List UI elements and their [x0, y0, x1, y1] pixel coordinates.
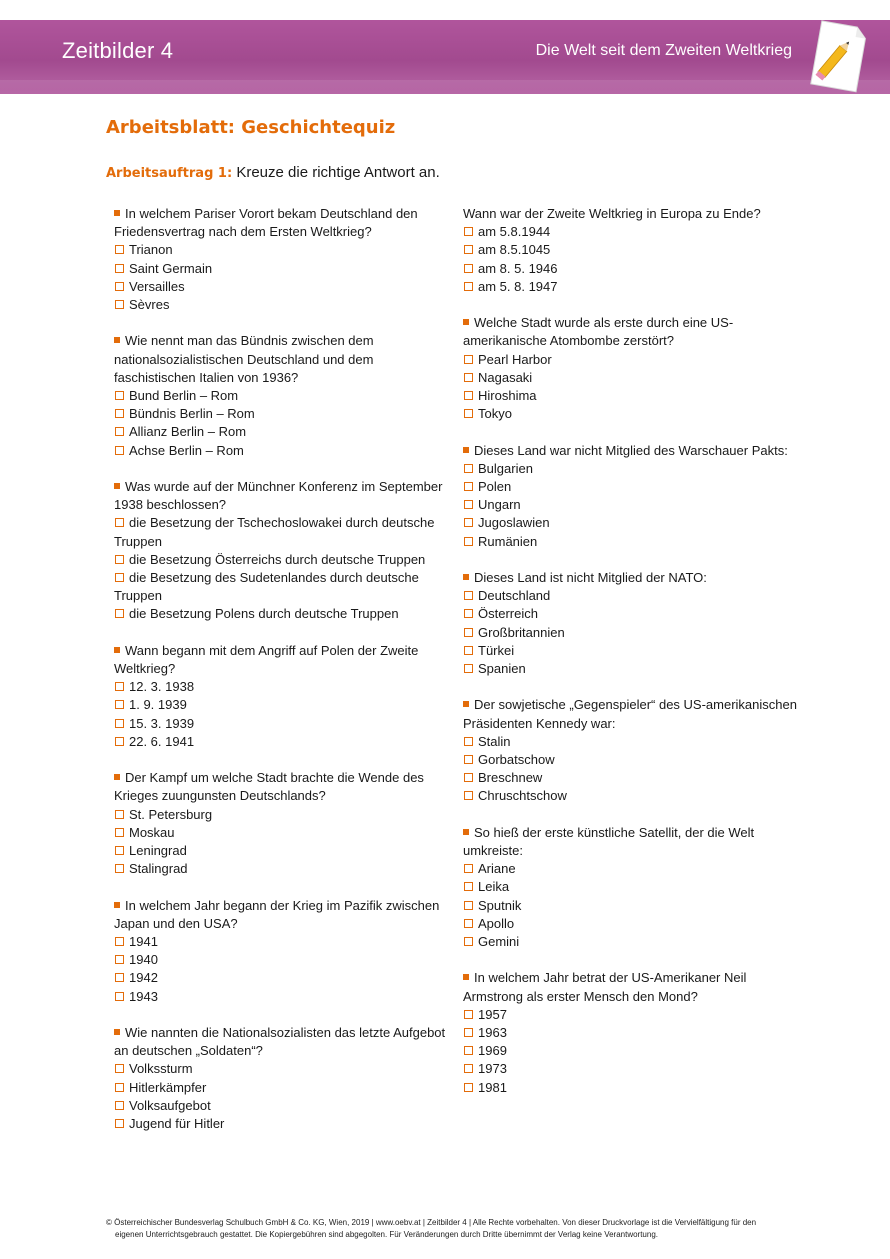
answer-label: Breschnew	[478, 770, 543, 786]
checkbox-icon[interactable]	[115, 282, 124, 291]
quiz-question	[463, 969, 803, 1096]
quiz-question	[114, 642, 454, 751]
answer-label: 1. 9. 1939	[129, 697, 187, 713]
checkbox-icon[interactable]	[115, 810, 124, 819]
answer-label: Spanien	[478, 661, 526, 677]
answer-label: die Besetzung Polens durch deutsche Truppen	[129, 606, 399, 622]
question-text: Wann begann mit dem Angriff auf Polen der Zweite Weltkrieg?	[114, 642, 419, 677]
answer-label: Türkei	[478, 642, 515, 658]
question-prompt	[114, 642, 454, 678]
checkbox-icon[interactable]	[115, 245, 124, 254]
question-text: Wie nennt man das Bündnis zwischen dem nationalsozialistischen Deutschland und dem faschistischen Italien von 1936?	[114, 333, 374, 385]
answer-label: 15. 3. 1939	[129, 715, 195, 731]
checkbox-icon[interactable]	[115, 864, 124, 873]
checkbox-icon[interactable]	[464, 791, 473, 800]
answer-label: Bündnis Berlin – Rom	[129, 406, 255, 422]
checkbox-icon[interactable]	[115, 937, 124, 946]
answer-option[interactable]	[463, 369, 803, 387]
answer-label: Ungarn	[478, 497, 521, 513]
checkbox-icon[interactable]	[464, 391, 473, 400]
answer-label: Achse Berlin – Rom	[129, 442, 244, 458]
checkbox-icon[interactable]	[115, 700, 124, 709]
footer-line-1: © Österreichischer Bundesverlag Schulbuch GmbH & Co. KG, Wien, 2019 | www.oebv.at | Zeitbilder 4 | Alle Rechte vorbehalten. Von dieser Druckvorlage ist die Vervielfältigung für den	[106, 1218, 757, 1227]
answer-label: Jugend für Hitler	[129, 1116, 225, 1132]
quiz-question	[114, 1024, 454, 1133]
checkbox-icon[interactable]	[464, 646, 473, 655]
checkbox-icon[interactable]	[115, 1101, 124, 1110]
answer-label: Gemini	[478, 934, 520, 950]
answer-option[interactable]	[463, 260, 803, 278]
answer-option[interactable]	[463, 496, 803, 514]
answer-label: Stalingrad	[129, 861, 188, 877]
question-text: Der Kampf um welche Stadt brachte die Wende des Krieges zuungunsten Deutschlands?	[114, 770, 424, 804]
question-text: Was wurde auf der Münchner Konferenz im September 1938 beschlossen?	[114, 479, 443, 513]
answer-label: Saint Germain	[129, 260, 213, 276]
checkbox-icon[interactable]	[115, 828, 124, 837]
answer-label: 12. 3. 1938	[129, 679, 195, 695]
answer-label: die Besetzung des Sudetenlandes durch deutsche Truppen	[114, 570, 419, 604]
orange-bullet-icon	[114, 483, 120, 489]
answer-option[interactable]	[463, 387, 803, 405]
checkbox-icon[interactable]	[115, 609, 124, 618]
answer-option[interactable]	[114, 260, 454, 278]
answer-label: am 8.5.1045	[478, 242, 551, 258]
answer-label: Volkssturm	[129, 1061, 193, 1077]
question-text: In welchem Jahr betrat der US-Amerikaner Neil Armstrong als erster Mensch den Mond?	[463, 970, 747, 1004]
answer-option[interactable]	[114, 423, 454, 441]
quiz-question	[463, 223, 803, 296]
answer-option[interactable]	[463, 241, 803, 259]
orange-bullet-icon	[114, 210, 120, 216]
question-prompt	[114, 769, 454, 805]
checkbox-icon[interactable]	[115, 737, 124, 746]
answer-option[interactable]	[463, 1079, 803, 1097]
answer-label: 1969	[478, 1043, 507, 1059]
brand-title: Zeitbilder 4	[62, 38, 174, 63]
answer-label: Apollo	[478, 915, 515, 931]
question-text: Wann war der Zweite Weltkrieg in Europa zu Ende?	[463, 206, 761, 221]
question-text: Welche Stadt wurde als erste durch eine US-amerikanische Atombombe zerstört?	[463, 315, 734, 349]
checkbox-icon[interactable]	[115, 409, 124, 418]
quiz-question	[114, 332, 454, 459]
question-prompt	[463, 696, 803, 732]
checkbox-icon[interactable]	[464, 591, 473, 600]
checkbox-icon[interactable]	[464, 464, 473, 473]
orange-bullet-icon	[114, 337, 120, 343]
answer-option[interactable]	[463, 1024, 803, 1042]
checkbox-icon[interactable]	[464, 737, 473, 746]
checkbox-icon[interactable]	[464, 755, 473, 764]
question-prompt	[114, 478, 454, 514]
answer-option[interactable]	[463, 223, 803, 241]
checkbox-icon[interactable]	[464, 373, 473, 382]
answer-label: 1957	[478, 1006, 507, 1022]
quiz-question	[114, 205, 454, 314]
checkbox-icon[interactable]	[464, 245, 473, 254]
checkbox-icon[interactable]	[115, 1083, 124, 1092]
copyright-footer	[106, 1217, 826, 1241]
checkbox-icon[interactable]	[464, 864, 473, 873]
question-prompt	[463, 442, 803, 460]
answer-option[interactable]	[114, 860, 454, 878]
answer-option[interactable]	[463, 605, 803, 623]
checkbox-icon[interactable]	[464, 537, 473, 546]
answer-option[interactable]	[114, 296, 454, 314]
orange-bullet-icon	[463, 829, 469, 835]
footer-line-2: eigenen Unterrichtsgebrauch gestattet. Die Kopiergebühren sind abgegolten. Für Veränderungen durch Dritte übernimmt der Verlag keine Verantwortung.	[115, 1230, 658, 1239]
answer-label: 1963	[478, 1025, 507, 1041]
answer-label: Moskau	[129, 824, 175, 840]
answer-label: Bulgarien	[478, 460, 533, 476]
left-question-column	[114, 205, 454, 1151]
question-prompt	[114, 897, 454, 933]
answer-option[interactable]	[463, 405, 803, 423]
question-text: Dieses Land war nicht Mitglied des Warschauer Pakts:	[474, 442, 788, 458]
answer-label: 1941	[129, 934, 158, 950]
checkbox-icon[interactable]	[464, 227, 473, 236]
answer-option[interactable]	[463, 897, 803, 915]
checkbox-icon[interactable]	[115, 555, 124, 564]
checkbox-icon[interactable]	[464, 500, 473, 509]
answer-option[interactable]	[463, 1042, 803, 1060]
answer-option[interactable]	[463, 587, 803, 605]
answer-label: Allianz Berlin – Rom	[129, 424, 247, 440]
orange-bullet-icon	[463, 319, 469, 325]
checkbox-icon[interactable]	[464, 409, 473, 418]
answer-label: Trianon	[129, 242, 173, 258]
pencil-paper-icon	[806, 16, 868, 96]
answer-option[interactable]	[114, 569, 454, 605]
task-text: Kreuze die richtige Antwort an.	[232, 164, 440, 181]
answer-option[interactable]	[463, 642, 803, 660]
question-prompt	[463, 969, 803, 1005]
answer-label: Deutschland	[478, 588, 551, 604]
answer-label: Großbritannien	[478, 624, 565, 640]
checkbox-icon[interactable]	[464, 1083, 473, 1092]
checkbox-icon[interactable]	[115, 846, 124, 855]
answer-option[interactable]	[114, 988, 454, 1006]
answer-option[interactable]	[114, 715, 454, 733]
checkbox-icon[interactable]	[464, 1064, 473, 1073]
answer-option[interactable]	[463, 624, 803, 642]
quiz-question	[463, 824, 803, 951]
answer-option[interactable]	[114, 733, 454, 751]
quiz-question	[114, 478, 454, 624]
checkbox-icon[interactable]	[464, 628, 473, 637]
answer-label: am 5. 8. 1947	[478, 278, 558, 294]
answer-option[interactable]	[114, 951, 454, 969]
answer-label: Rumänien	[478, 533, 538, 549]
answer-label: Nagasaki	[478, 369, 533, 385]
checkbox-icon[interactable]	[115, 1064, 124, 1073]
quiz-question	[463, 569, 803, 678]
answer-option[interactable]	[463, 769, 803, 787]
answer-option[interactable]	[114, 696, 454, 714]
answer-label: Jugoslawien	[478, 515, 550, 531]
checkbox-icon[interactable]	[115, 719, 124, 728]
checkbox-icon[interactable]	[464, 482, 473, 491]
answer-label: 1942	[129, 970, 158, 986]
answer-option[interactable]	[114, 387, 454, 405]
checkbox-icon[interactable]	[464, 773, 473, 782]
answer-option[interactable]	[114, 824, 454, 842]
question-prompt	[114, 332, 454, 387]
worksheet-title: Arbeitsblatt: Geschichtequiz	[106, 117, 396, 138]
answer-option[interactable]	[463, 733, 803, 751]
checkbox-icon[interactable]	[115, 300, 124, 309]
answer-label: Leningrad	[129, 843, 187, 859]
orange-bullet-icon	[114, 774, 120, 780]
question-prompt	[463, 314, 803, 350]
answer-label: Hiroshima	[478, 388, 537, 404]
question-text: In welchem Jahr begann der Krieg im Pazifik zwischen Japan und den USA?	[114, 897, 440, 931]
checkbox-icon[interactable]	[464, 664, 473, 673]
quiz-question	[463, 314, 803, 423]
answer-option[interactable]	[463, 478, 803, 496]
checkbox-icon[interactable]	[115, 955, 124, 964]
answer-option[interactable]	[114, 969, 454, 987]
answer-option[interactable]	[463, 514, 803, 532]
orange-bullet-icon	[114, 1029, 120, 1035]
answer-label: St. Petersburg	[129, 806, 213, 822]
checkbox-icon[interactable]	[464, 1046, 473, 1055]
task-label: Arbeitsauftrag 1:	[106, 166, 233, 181]
checkbox-icon[interactable]	[115, 973, 124, 982]
answer-label: Österreich	[478, 606, 538, 622]
answer-option[interactable]	[114, 278, 454, 296]
answer-label: am 8. 5. 1946	[478, 260, 558, 276]
answer-label: Stalin	[478, 733, 511, 749]
quiz-question	[463, 442, 803, 551]
answer-option[interactable]	[114, 678, 454, 696]
question-text: Wie nannten die Nationalsozialisten das letzte Aufgebot an deutschen „Soldaten“?	[114, 1025, 446, 1059]
answer-label: Sèvres	[129, 297, 170, 313]
answer-option[interactable]	[114, 1079, 454, 1097]
checkbox-icon[interactable]	[464, 518, 473, 527]
orange-bullet-icon	[463, 447, 469, 453]
answer-option[interactable]	[463, 278, 803, 296]
question-prompt	[463, 824, 803, 860]
checkbox-icon[interactable]	[115, 391, 124, 400]
checkbox-icon[interactable]	[464, 937, 473, 946]
answer-option[interactable]	[463, 860, 803, 878]
answer-label: 22. 6. 1941	[129, 733, 195, 749]
answer-option[interactable]	[114, 514, 454, 550]
checkbox-icon[interactable]	[115, 573, 124, 582]
orange-bullet-icon	[463, 974, 469, 980]
answer-option[interactable]	[463, 533, 803, 551]
question-text: Dieses Land ist nicht Mitglied der NATO:	[474, 570, 707, 586]
orange-bullet-icon	[463, 574, 469, 580]
answer-option[interactable]	[463, 660, 803, 678]
answer-label: Hitlerkämpfer	[129, 1079, 207, 1095]
answer-option[interactable]	[114, 551, 454, 569]
answer-option[interactable]	[463, 915, 803, 933]
answer-option[interactable]	[114, 241, 454, 259]
checkbox-icon[interactable]	[115, 427, 124, 436]
checkbox-icon[interactable]	[115, 682, 124, 691]
task-instruction	[106, 164, 440, 181]
answer-label: Tokyo	[478, 406, 512, 422]
checkbox-icon[interactable]	[115, 1119, 124, 1128]
answer-option[interactable]	[463, 1006, 803, 1024]
quiz-question	[463, 696, 803, 805]
quiz-question	[114, 769, 454, 878]
answer-option[interactable]	[463, 460, 803, 478]
checkbox-icon[interactable]	[115, 264, 124, 273]
checkbox-icon[interactable]	[115, 992, 124, 1001]
series-title: Die Welt seit dem Zweiten Weltkrieg	[535, 42, 792, 59]
checkbox-icon[interactable]	[464, 919, 473, 928]
checkbox-icon[interactable]	[115, 446, 124, 455]
answer-option[interactable]	[463, 878, 803, 896]
checkbox-icon[interactable]	[464, 901, 473, 910]
answer-option[interactable]	[463, 787, 803, 805]
checkbox-icon[interactable]	[464, 609, 473, 618]
checkbox-icon[interactable]	[115, 518, 124, 527]
answer-option[interactable]	[114, 442, 454, 460]
answer-option[interactable]	[114, 605, 454, 623]
answer-label: Chruschtschow	[478, 788, 567, 804]
question-text: Der sowjetische „Gegenspieler“ des US-amerikanischen Präsidenten Kennedy war:	[463, 697, 797, 731]
answer-option[interactable]	[463, 751, 803, 769]
answer-label: die Besetzung der Tschechoslowakei durch deutsche Truppen	[114, 515, 435, 549]
header-banner-fade	[0, 80, 890, 94]
answer-option[interactable]	[114, 806, 454, 824]
answer-option[interactable]	[463, 933, 803, 951]
answer-option[interactable]	[463, 351, 803, 369]
question-text: In welchem Pariser Vorort bekam Deutschland den Friedensvertrag nach dem Ersten Weltkrieg?	[114, 206, 418, 240]
answer-label: Volksaufgebot	[129, 1097, 211, 1113]
checkbox-icon[interactable]	[464, 1010, 473, 1019]
answer-label: Leika	[478, 879, 510, 895]
checkbox-icon[interactable]	[464, 355, 473, 364]
answer-option[interactable]	[114, 842, 454, 860]
answer-option[interactable]	[114, 1097, 454, 1115]
question-text: So hieß der erste künstliche Satellit, der die Welt umkreiste:	[463, 824, 755, 859]
checkbox-icon[interactable]	[464, 282, 473, 291]
answer-label: 1981	[478, 1079, 507, 1095]
answer-label: Ariane	[478, 861, 516, 877]
checkbox-icon[interactable]	[464, 264, 473, 273]
answer-option[interactable]	[114, 1115, 454, 1133]
answer-option[interactable]	[114, 933, 454, 951]
answer-label: Sputnik	[478, 897, 522, 913]
quiz-question	[114, 897, 454, 1006]
question-prompt	[463, 569, 803, 587]
answer-label: 1943	[129, 988, 158, 1004]
answer-label: Pearl Harbor	[478, 351, 552, 367]
answer-option[interactable]	[114, 405, 454, 423]
right-question-column	[463, 205, 803, 1115]
checkbox-icon[interactable]	[464, 1028, 473, 1037]
answer-label: 1940	[129, 952, 158, 968]
answer-label: am 5.8.1944	[478, 224, 551, 240]
orange-bullet-icon	[114, 647, 120, 653]
answer-label: Versailles	[129, 278, 185, 294]
answer-label: Bund Berlin – Rom	[129, 388, 239, 404]
question-prompt	[114, 205, 454, 241]
question-prompt	[114, 1024, 454, 1060]
orange-bullet-icon	[463, 701, 469, 707]
answer-label: Polen	[478, 479, 512, 495]
answer-label: 1973	[478, 1061, 507, 1077]
answer-label: Gorbatschow	[478, 752, 555, 768]
answer-option[interactable]	[114, 1060, 454, 1078]
orange-bullet-icon	[114, 902, 120, 908]
answer-label: die Besetzung Österreichs durch deutsche Truppen	[129, 551, 426, 567]
answer-option[interactable]	[463, 1060, 803, 1078]
checkbox-icon[interactable]	[464, 882, 473, 891]
